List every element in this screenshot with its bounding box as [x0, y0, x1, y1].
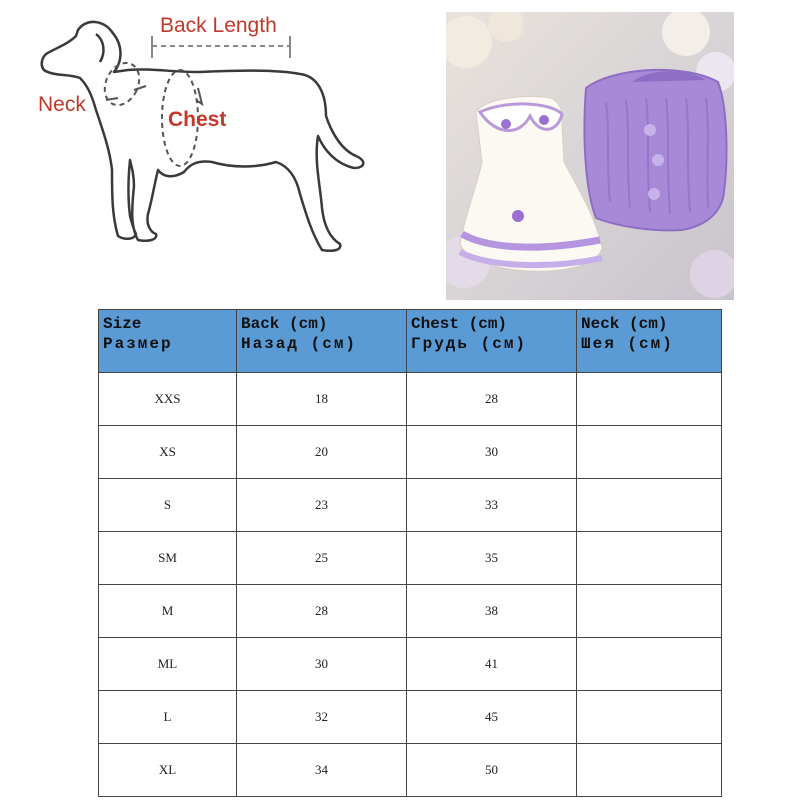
size-cell: XS — [99, 426, 237, 479]
back-cell: 23 — [237, 479, 407, 532]
measurement-diagram — [0, 0, 420, 300]
column-header-chest: Chest (cm) Грудь (см) — [407, 310, 577, 373]
back-cell: 30 — [237, 638, 407, 691]
neck-cell — [577, 532, 722, 585]
table-row — [99, 532, 722, 585]
size-cell: SM — [99, 532, 237, 585]
back-cell: 32 — [237, 691, 407, 744]
table-row — [99, 479, 722, 532]
back-length-label: Back Length — [160, 14, 277, 37]
neck-cell — [577, 426, 722, 479]
chest-cell: 33 — [407, 479, 577, 532]
size-chart-table — [98, 309, 722, 797]
column-header-size: Size Размер — [99, 310, 237, 373]
table-row — [99, 426, 722, 479]
chest-cell: 45 — [407, 691, 577, 744]
product-photo — [446, 12, 734, 300]
back-cell: 20 — [237, 426, 407, 479]
neck-label: Neck — [38, 93, 86, 116]
chest-cell: 41 — [407, 638, 577, 691]
size-cell: XXS — [99, 373, 237, 426]
size-cell: S — [99, 479, 237, 532]
back-cell: 18 — [237, 373, 407, 426]
size-cell: L — [99, 691, 237, 744]
neck-cell — [577, 691, 722, 744]
size-cell: M — [99, 585, 237, 638]
chest-cell: 38 — [407, 585, 577, 638]
back-cell: 25 — [237, 532, 407, 585]
table-row — [99, 638, 722, 691]
size-cell: ML — [99, 638, 237, 691]
back-cell: 28 — [237, 585, 407, 638]
dog-outline-icon — [0, 0, 420, 300]
size-cell: XL — [99, 744, 237, 797]
table-header-row — [99, 310, 722, 373]
neck-cell — [577, 479, 722, 532]
chest-cell: 28 — [407, 373, 577, 426]
chest-label: Chest — [168, 108, 227, 131]
neck-cell — [577, 744, 722, 797]
table-row — [99, 373, 722, 426]
table-row — [99, 585, 722, 638]
neck-cell — [577, 638, 722, 691]
neck-cell — [577, 585, 722, 638]
table-row — [99, 691, 722, 744]
table-row — [99, 744, 722, 797]
chest-cell: 30 — [407, 426, 577, 479]
chest-cell: 35 — [407, 532, 577, 585]
column-header-back: Back (cm) Назад (см) — [237, 310, 407, 373]
neck-cell — [577, 373, 722, 426]
column-header-neck: Neck (cm) Шея (см) — [577, 310, 722, 373]
back-cell: 34 — [237, 744, 407, 797]
chest-cell: 50 — [407, 744, 577, 797]
